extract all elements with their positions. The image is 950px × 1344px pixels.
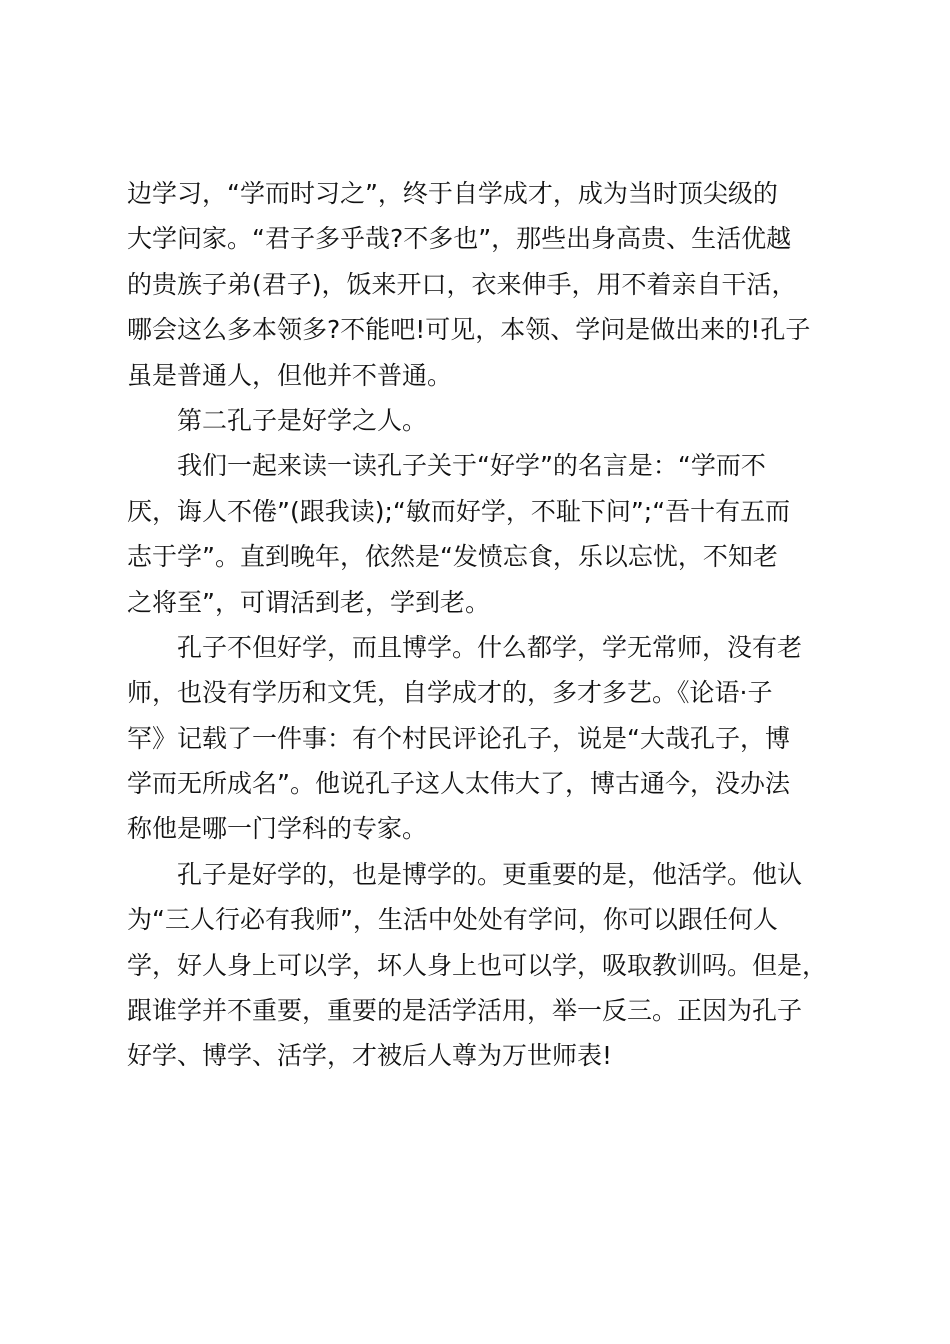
text-line-4: 哪会这么多本领多?不能吧!可见，本领、学问是做出来的!孔子 xyxy=(127,315,811,345)
text-line-16: 孔子是好学的，也是博学的。更重要的是，他活学。他认 xyxy=(177,859,803,889)
text-line-20: 好学、博学、活学，才被后人尊为万世师表! xyxy=(127,1041,613,1071)
text-line-1: 边学习，“学而时习之”，终于自学成才，成为当时顶尖级的 xyxy=(127,179,778,208)
section-heading: 第二孔子是好学之人。 xyxy=(177,405,428,435)
text-line-15: 称他是哪一门学科的专家。 xyxy=(127,814,428,844)
text-line-3: 的贵族子弟(君子)，饭来开口，衣来伸手，用不着亲自干活， xyxy=(127,269,797,299)
text-line-9: 志于学”。直到晚年，依然是“发愤忘食，乐以忘忧，不知老 xyxy=(127,542,778,572)
text-line-8: 厌，诲人不倦”(跟我读);“敏而好学，不耻下问”;“吾十有五而 xyxy=(127,496,791,526)
text-line-2: 大学问家。“君子多乎哉?不多也”，那些出身高贵、生活优越 xyxy=(127,224,792,254)
text-line-17: 为“三人行必有我师”，生活中处处有学问，你可以跟任何人 xyxy=(127,905,778,935)
text-line-7: 我们一起来读一读孔子关于“好学”的名言是：“学而不 xyxy=(177,451,766,481)
document-body xyxy=(127,171,833,1079)
text-line-5: 虽是普通人，但他并不普通。 xyxy=(127,360,453,390)
text-line-10: 之将至”，可谓活到老，学到老。 xyxy=(127,587,490,617)
text-line-14: 学而无所成名”。他说孔子这人太伟大了，博古通今，没办法 xyxy=(127,769,790,799)
text-line-18: 学，好人身上可以学，坏人身上也可以学，吸取教训吗。但是， xyxy=(127,950,828,980)
text-line-19: 跟谁学并不重要，重要的是活学活用，举一反三。正因为孔子 xyxy=(127,996,803,1026)
text-line-11: 孔子不但好学，而且博学。什么都学，学无常师，没有老 xyxy=(177,632,803,662)
text-line-13: 罕》记载了一件事：有个村民评论孔子，说是“大哉孔子，博 xyxy=(127,723,790,753)
text-line-12: 师，也没有学历和文凭，自学成才的，多才多艺。《论语·子 xyxy=(127,678,773,708)
